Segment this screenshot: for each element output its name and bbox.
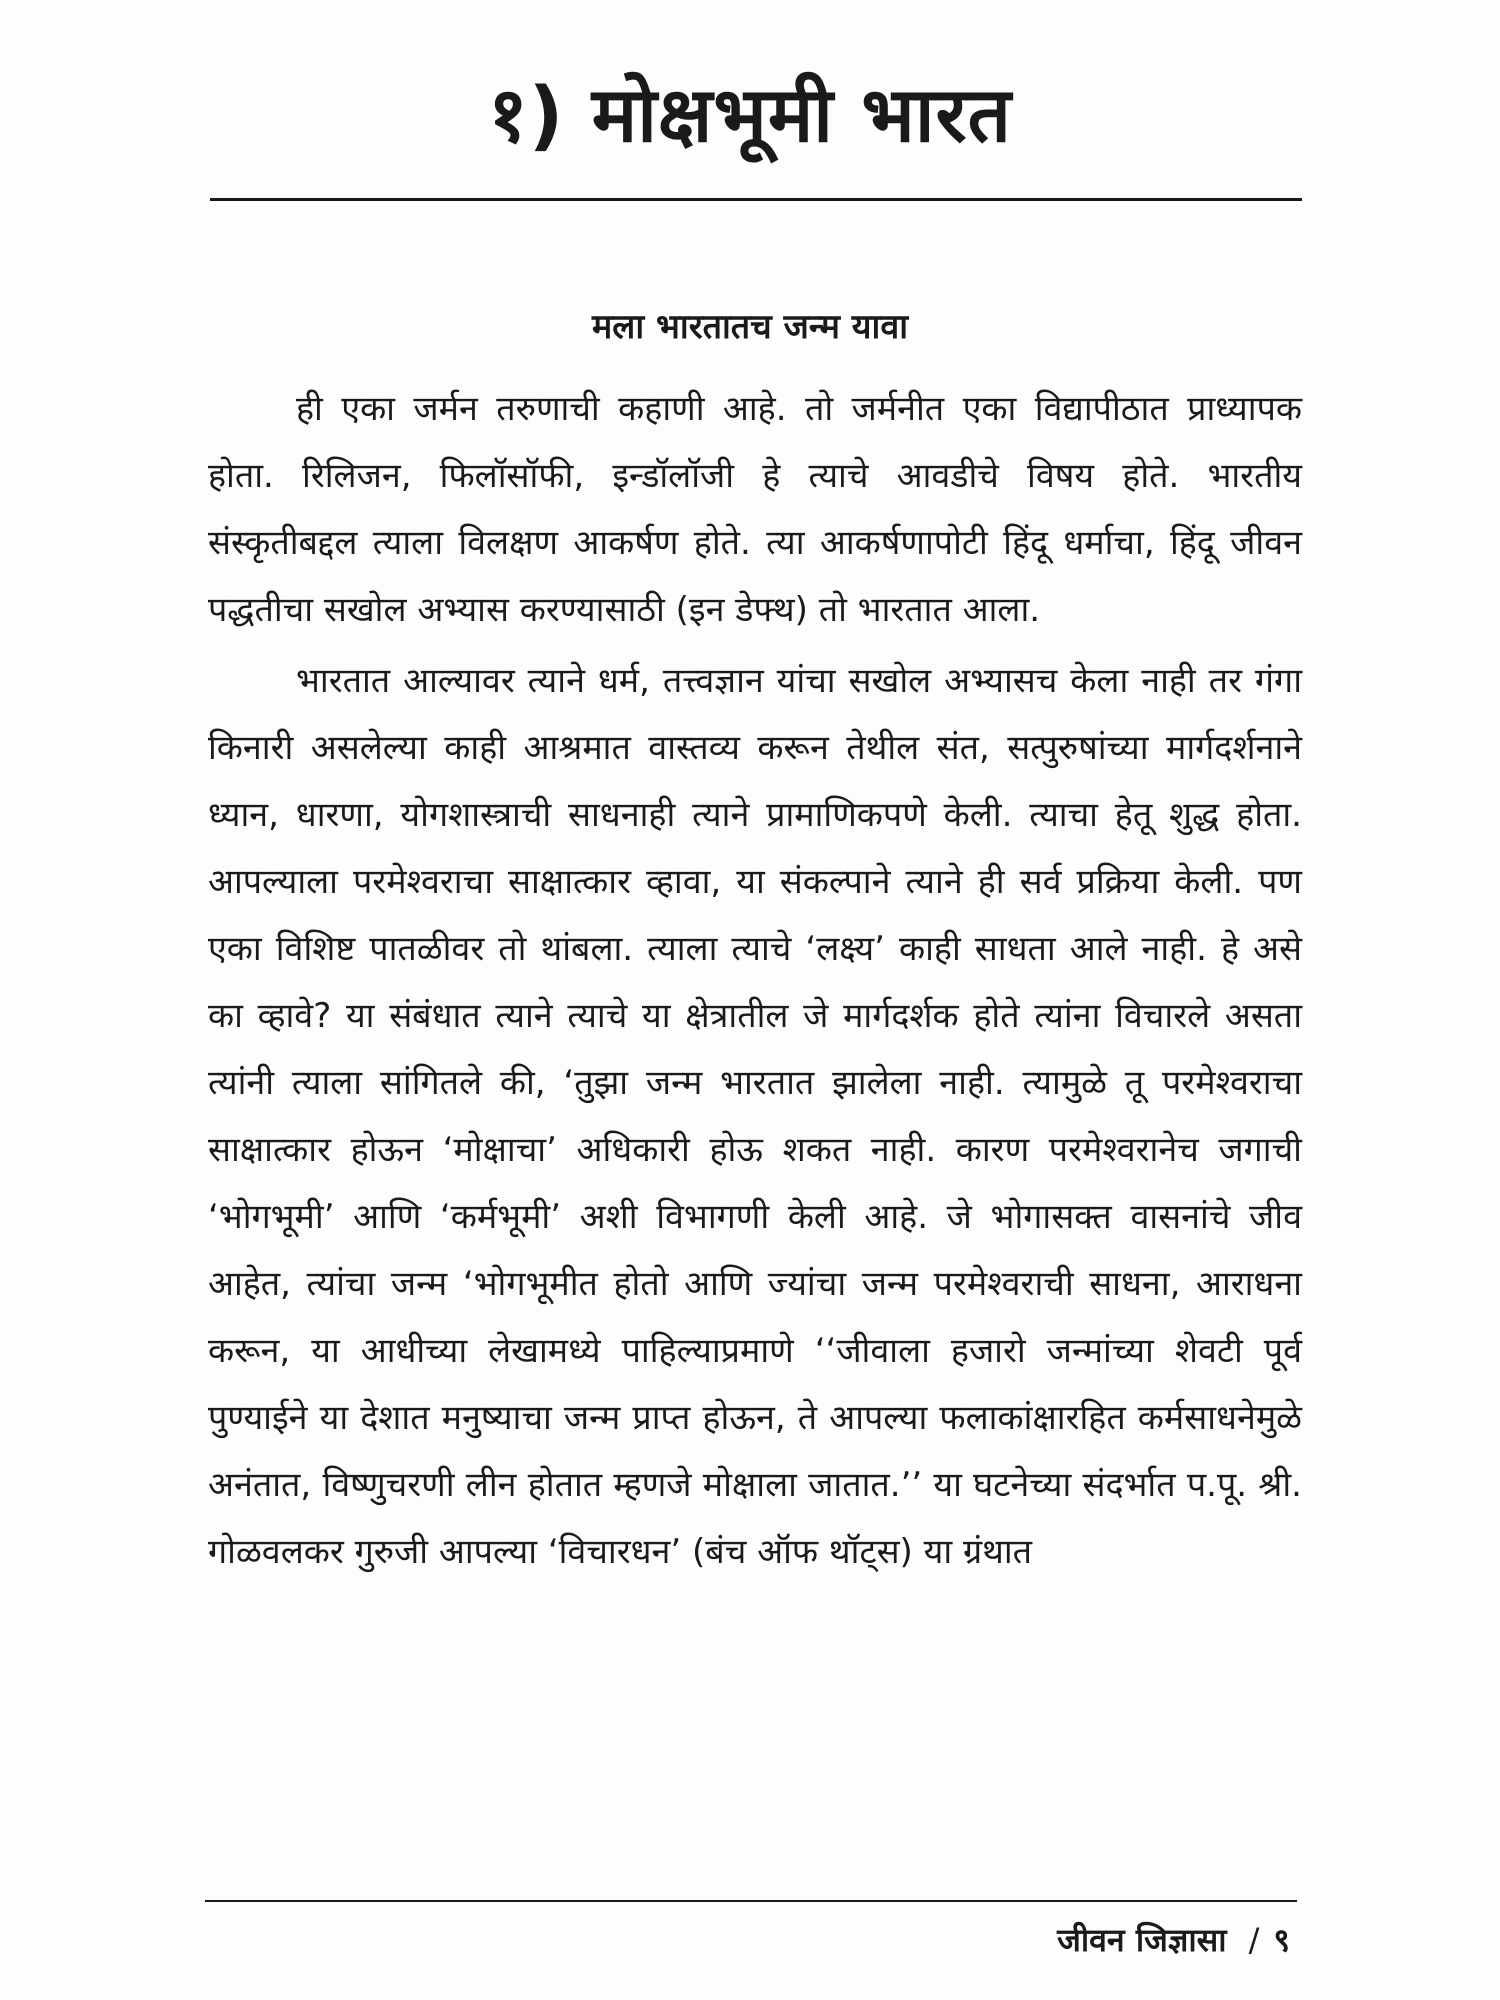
section-heading: मला भारतातच जन्म यावा (591, 307, 909, 347)
paragraph-1: ही एका जर्मन तरुणाची कहाणी आहे. तो जर्मनीत एका विद्यापीठात प्राध्यापक होता. रिलिजन, फिलॉसॉफी, इन्डॉलॉजी हे त्याचे आवडीचे विषय होते. भारतीय संस्कृतीबद्दल त्याला विलक्षण आकर्षण होते. त्या आकर्षणापोटी हिंदू धर्माचा, हिंदू जीवन पद्धतीचा सखोल अभ्यास करण्यासाठी (इन डेफ्थ) तो भारतात आला. (208, 389, 1302, 630)
chapter-title: १) मोक्षभूमी भारत (488, 70, 1012, 159)
page-footer (1057, 1918, 1290, 1962)
paragraph-2: भारतात आल्यावर त्याने धर्म, तत्त्वज्ञान यांचा सखोल अभ्यासच केला नाही तर गंगा किनारी असलेल्या काही आश्रमात वास्तव्य करून तेथील संत, सत्पुरुषांच्या मार्गदर्शनाने ध्यान, धारणा, योगशास्त्राची साधनाही त्याने प्रामाणिकपणे केली. त्याचा हेतू शुद्ध होता. आपल्याला परमेश्वराचा साक्षात्कार व्हावा, या संकल्पाने त्याने ही सर्व प्रक्रिया केली. पण एका विशिष्ट पातळीवर तो थांबला. त्याला त्याचे ‘लक्ष्य’ काही साधता आले नाही. हे असे का व्हावे? या संबंधात त्याने त्याचे या क्षेत्रातील जे मार्गदर्शक होते त्यांना विचारले असता त्यांनी त्याला सांगितले की, ‘तुझा जन्म भारतात झालेला नाही. त्यामुळे तू परमेश्वराचा साक्षात्कार होऊन ‘मोक्षाचा’ अधिकारी होऊ शकत नाही. कारण परमेश्वरानेच जगाची ‘भोगभूमी’ आणि ‘कर्मभूमी’ अशी विभागणी केली आहे. जे भोगासक्त वासनांचे जीव आहेत, त्यांचा जन्म ‘भोगभूमीत होतो आणि ज्यांचा जन्म परमेश्वराची साधना, आराधना करून, या आधीच्या लेखामध्ये पाहिल्याप्रमाणे ‘‘जीवाला हजारो जन्मांच्या शेवटी पूर्व पुण्याईने या देशात मनुष्याचा जन्म प्राप्त होऊन, ते आपल्या फलाकांक्षारहित कर्मसाधनेमुळे अनंतात, विष्णुचरणी लीन होतात म्हणजे मोक्षाला जातात.’’ या घटनेच्या संदर्भात प.पू. श्री. गोळवलकर गुरुजी आपल्या ‘विचारधन’ (बंच ऑफ थॉट्स) या ग्रंथात (208, 661, 1302, 1572)
footer-separator: / (1248, 1921, 1260, 1959)
page-number: ९ (1273, 1921, 1290, 1959)
title-divider (210, 198, 1302, 201)
body-text (208, 376, 1302, 1586)
footer-divider (205, 1900, 1297, 1902)
footer-book-title: जीवन जिज्ञासा (1057, 1921, 1227, 1959)
